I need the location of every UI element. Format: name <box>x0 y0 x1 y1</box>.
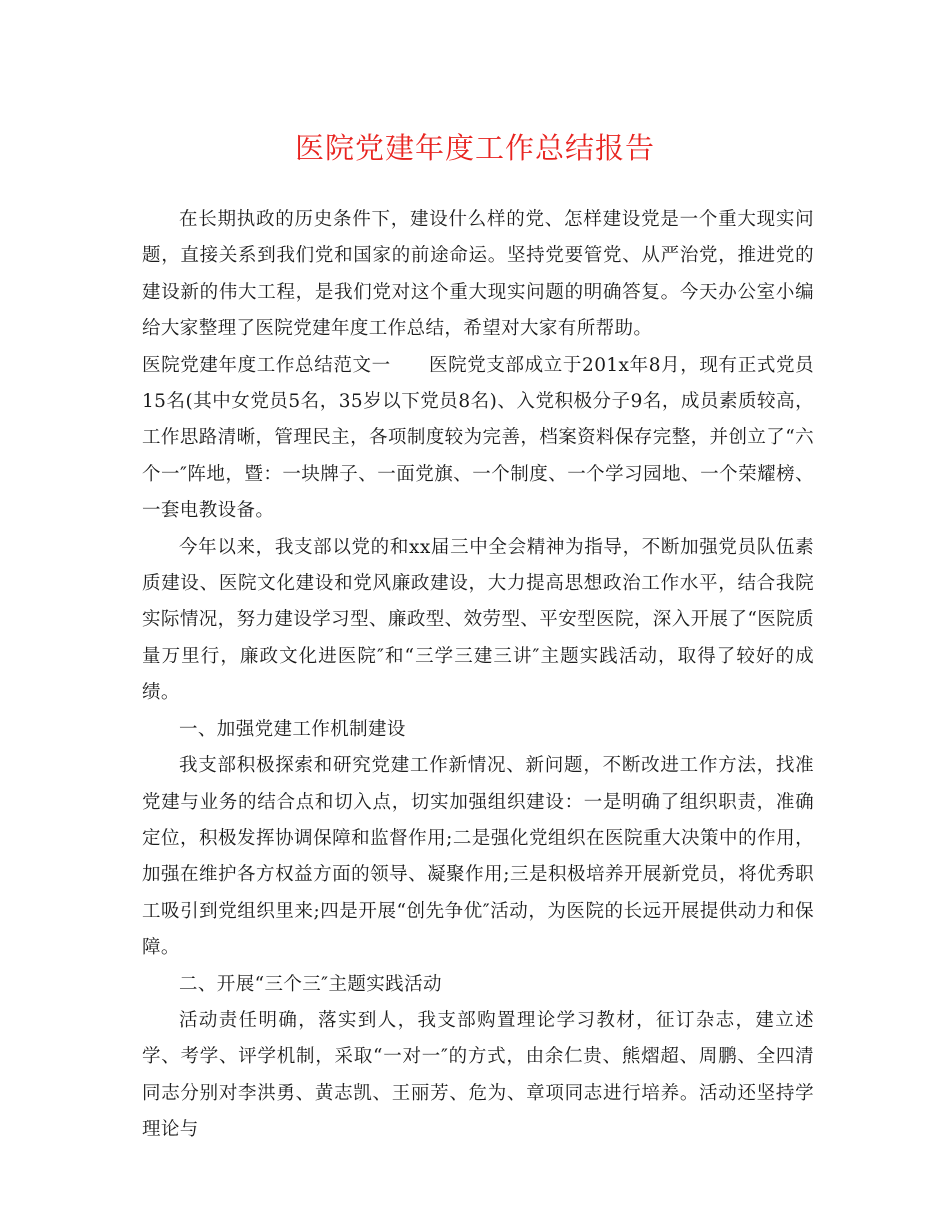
paragraph-activity: 活动责任明确，落实到人，我支部购置理论学习教材，征订杂志，建立述学、考学、评学机制，采取“一对一″的方式，由余仁贵、熊熠超、周鹏、全四清同志分别对李洪勇、黄志凯、王丽芳、危为、章项同志进行培养。活动还坚持学理论与 <box>142 1009 814 1141</box>
paragraph-this-year: 今年以来，我支部以党的和xx届三中全会精神为指导，不断加强党员队伍素质建设、医院文化建设和党风廉政建设，大力提高思想政治工作水平，结合我院实际情况，努力建设学习型、廉政型、效劳型、平安型医院，深入开展了“医院质量万里行，廉政文化进医院″和“三学三建三讲″主题实践活动，取得了较好的成绩。 <box>142 536 814 704</box>
paragraph-sample-one: 医院党建年度工作总结范文一 医院党支部成立于201x年8月，现有正式党员15名(其中女党员5名，35岁以下党员8名)、入党积极分子9名，成员素质较高，工作思路清晰，管理民主，各项制度较为完善，档案资料保存完整，并创立了“六个一″阵地，暨：一块牌子、一面党旗、一个制度、一个学习园地、一个荣耀榜、一套电教设备。 <box>142 354 814 522</box>
document-body <box>142 202 814 1149</box>
section-heading-two: 二、开展“三个三″主题实践活动 <box>179 973 442 995</box>
section-heading-one: 一、加强党建工作机制建设 <box>179 718 406 740</box>
document-title: 医院党建年度工作总结报告 <box>294 131 655 165</box>
paragraph-mechanism: 我支部积极探索和研究党建工作新情况、新问题，不断改进工作方法，找准党建与业务的结合点和切入点，切实加强组织建设：一是明确了组织职责，准确定位，积极发挥协调保障和监督作用;二是强化党组织在医院重大决策中的作用，加强在维护各方权益方面的领导、凝聚作用;三是积极培养开展新党员，将优秀职工吸引到党组织里来;四是开展“创先争优″活动，为医院的长远开展提供动力和保障。 <box>142 755 814 959</box>
paragraph-intro: 在长期执政的历史条件下，建设什么样的党、怎样建设党是一个重大现实问题，直接关系到我们党和国家的前途命运。坚持党要管党、从严治党，推进党的建设新的伟大工程，是我们党对这个重大现实问题的明确答复。今天办公室小编给大家整理了医院党建年度工作总结，希望对大家有所帮助。 <box>142 209 814 340</box>
